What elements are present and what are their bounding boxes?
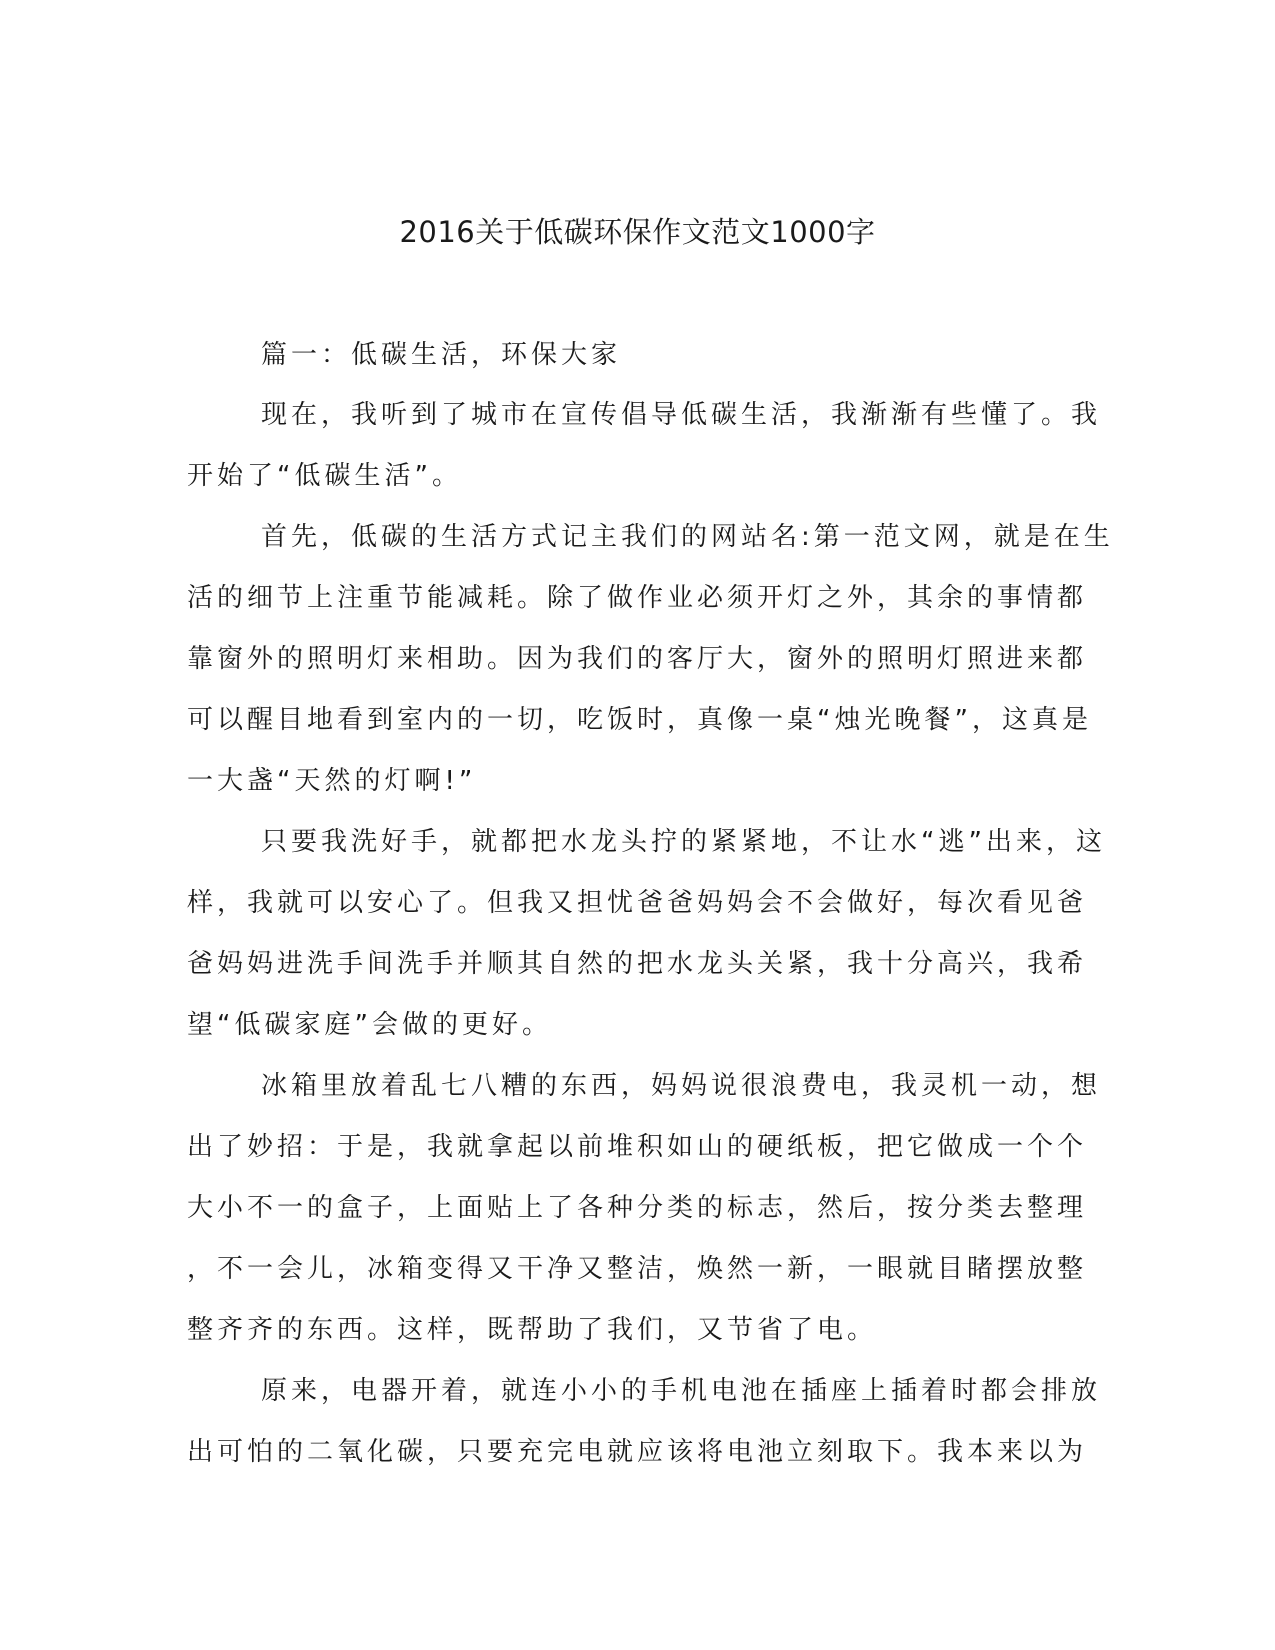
paragraph-line: 现在，我听到了城市在宣传倡导低碳生活，我渐渐有些懂了。我 bbox=[261, 400, 1102, 430]
paragraph-line: 开始了“低碳生活”。 bbox=[187, 461, 462, 491]
paragraph-line: 望“低碳家庭”会做的更好。 bbox=[187, 1010, 552, 1040]
paragraph-line: 爸妈妈进洗手间洗手并顺其自然的把水龙头关紧，我十分高兴，我希 bbox=[187, 949, 1088, 979]
paragraph-line: 整齐齐的东西。这样，既帮助了我们，又节省了电。 bbox=[187, 1315, 878, 1345]
paragraph bbox=[187, 385, 1102, 507]
paragraph-line: 冰箱里放着乱七八糟的东西，妈妈说很浪费电，我灵机一动，想 bbox=[261, 1071, 1102, 1101]
paragraph bbox=[187, 507, 1114, 812]
document-title: 2016关于低碳环保作文范文1000字 bbox=[399, 215, 876, 249]
paragraph-line: 一大盏“天然的灯啊!” bbox=[187, 766, 477, 796]
paragraph bbox=[187, 1056, 1102, 1361]
paragraph-line: 靠窗外的照明灯来相助。因为我们的客厅大，窗外的照明灯照进来都 bbox=[187, 644, 1088, 674]
paragraph-list bbox=[187, 385, 1114, 1483]
document-body bbox=[187, 325, 1114, 1483]
paragraph-line: ，不一会儿，冰箱变得又干净又整洁，焕然一新，一眼就目睹摆放整 bbox=[187, 1254, 1088, 1284]
paragraph-line: 大小不一的盒子，上面贴上了各种分类的标志，然后，按分类去整理 bbox=[187, 1193, 1088, 1223]
paragraph bbox=[187, 812, 1106, 1056]
paragraph-line: 只要我洗好手，就都把水龙头拧的紧紧地，不让水“逃”出来，这 bbox=[261, 827, 1106, 857]
paragraph-line: 首先，低碳的生活方式记主我们的网站名:第一范文网，就是在生 bbox=[261, 522, 1114, 552]
paragraph-line: 可以醒目地看到室内的一切，吃饭时，真像一桌“烛光晚餐”，这真是 bbox=[187, 705, 1092, 735]
paragraph bbox=[187, 1361, 1102, 1483]
section-heading: 篇一：低碳生活，环保大家 bbox=[261, 340, 622, 370]
paragraph-line: 原来，电器开着，就连小小的手机电池在插座上插着时都会排放 bbox=[261, 1376, 1102, 1406]
paragraph-line: 活的细节上注重节能减耗。除了做作业必须开灯之外，其余的事情都 bbox=[187, 583, 1088, 613]
paragraph-line: 出可怕的二氧化碳，只要充完电就应该将电池立刻取下。我本来以为 bbox=[187, 1437, 1088, 1467]
paragraph-line: 样，我就可以安心了。但我又担忧爸爸妈妈会不会做好，每次看见爸 bbox=[187, 888, 1088, 918]
paragraph-line: 出了妙招：于是，我就拿起以前堆积如山的硬纸板，把它做成一个个 bbox=[187, 1132, 1088, 1162]
